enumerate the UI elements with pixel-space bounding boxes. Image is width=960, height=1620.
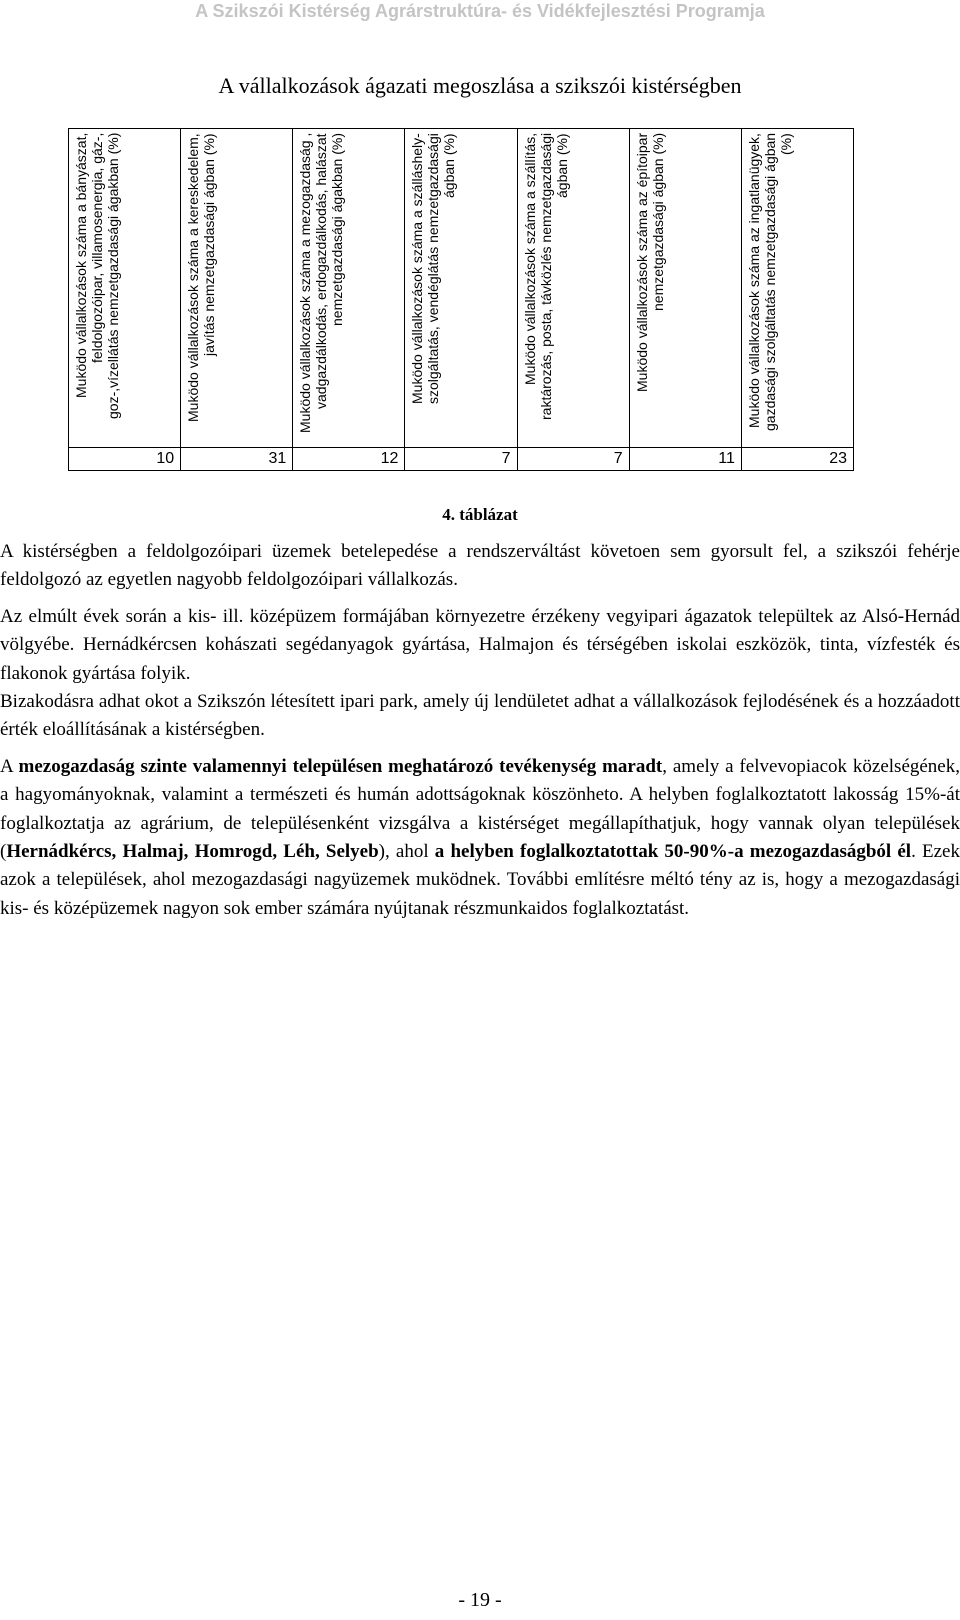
text-run: ), ahol	[378, 841, 435, 863]
column-header-label: Muködo vállalkozások száma a bányászat, feldolgozóipar, villamosenergia, gáz-, goz-,vízellátás nemzetgazdasági ágakban (%)	[73, 133, 121, 420]
running-head: A Szikszói Kistérség Agrárstruktúra- és Vidékfejlesztési Programja	[195, 1, 765, 21]
table-header-cell	[405, 129, 517, 448]
table-header-cell	[181, 129, 293, 448]
table-value-row	[69, 448, 854, 471]
table-value-cell: 7	[405, 448, 517, 471]
table-header-cell	[517, 129, 629, 448]
table-value-cell: 7	[517, 448, 629, 471]
table-header-cell	[741, 129, 853, 448]
sector-distribution-table	[68, 128, 854, 471]
document-title: A vállalkozások ágazati megoszlása a szikszói kistérségben	[218, 73, 742, 98]
paragraph	[0, 753, 960, 923]
emphasis: Hernádkércs, Halmaj, Homrogd, Léh, Selyeb	[6, 841, 379, 863]
page-number: - 19 -	[458, 1589, 502, 1611]
column-header-label: Muködo vállalkozások száma a mezogazdaság , vadgazdálkodás, erdogazdálkodás, halászat nemzetgazdasági ágakban (%)	[297, 133, 346, 434]
column-header-label: Muködo vállalkozások száma a szállítás, raktározás, posta, távközlés nemzetgazdasági ágban (%)	[521, 133, 570, 421]
text-run: . Ezek azok a települések, ahol mezogazdasági nagyüzemek muködnek. További említésre méltó tény az is, hogy a mezogazdasági kis- és középüzemek nagyon sok ember számára nyújtanak részmunkaidos foglalkoztatást.	[0, 841, 960, 919]
table-header-row	[69, 129, 854, 448]
paragraph: Bizakodásra adhat okot a Szikszón létesített ipari park, amely új lendületet adhat a vállalkozások fejlodésének és a hozzáadott érték eloállításának a kistérségben.	[0, 691, 960, 741]
table-caption: 4. táblázat	[442, 505, 518, 524]
table-value-cell: 31	[181, 448, 293, 471]
emphasis: a helyben foglalkoztatottak 50-90%-a mezogazdaságból él	[434, 841, 912, 863]
table-header-cell	[69, 129, 181, 448]
table-value-cell: 23	[741, 448, 853, 471]
table-header-cell	[629, 129, 741, 448]
table-value-cell: 11	[629, 448, 741, 471]
paragraph: A kistérségben a feldolgozóipari üzemek betelepedése a rendszerváltást követoen sem gyorsult fel, a szikszói fehérje feldolgozó az egyetlen nagyobb feldolgozóipari vállalkozás.	[0, 541, 960, 591]
text-run: A	[0, 755, 19, 777]
table-value-cell: 10	[69, 448, 181, 471]
emphasis: mezogazdaság szinte valamennyi településen meghatározó tevékenység maradt	[18, 755, 663, 777]
body-text	[0, 538, 960, 923]
table-header-cell	[293, 129, 405, 448]
column-header-label: Muködo vállalkozások száma a kereskedelem, javítás nemzetgazdasági ágban (%)	[185, 133, 218, 422]
paragraph: Az elmúlt évek során a kis- ill. középüzem formájában környezetre érzékeny vegyipari ágazatok települtek az Alsó-Hernád völgyébe. Hernádkércsen kohászati segédanyagok gyártása, Halmajon és térségében iskolai eszközök, tinta, vízfesték és flakonok gyártása folyik.	[0, 605, 960, 684]
column-header-label: Muködo vállalkozások száma az ingatlanügyek, gazdasági szolgáltatás nemzetgazdasági ágban (%)	[745, 133, 794, 432]
table-value-cell: 12	[293, 448, 405, 471]
text-run: , amely a felvevopiacok közelségének, a hagyományoknak, valamint a természeti és humán adottságoknak köszönheto. A helyben foglalkoztatott lakosság 15%-át foglalkoztatja az agrárium, de településenként vizsgálva a kistérséget megállapíthatjuk, hogy vannak olyan települések (	[0, 755, 960, 863]
column-header-label: Muködo vállalkozások száma az építoipar nemzetgazdasági ágban (%)	[633, 133, 666, 393]
column-header-label: Muködo vállalkozások száma a szálláshely-szolgáltatás, vendéglátás nemzetgazdasági ágban (%)	[409, 133, 458, 404]
